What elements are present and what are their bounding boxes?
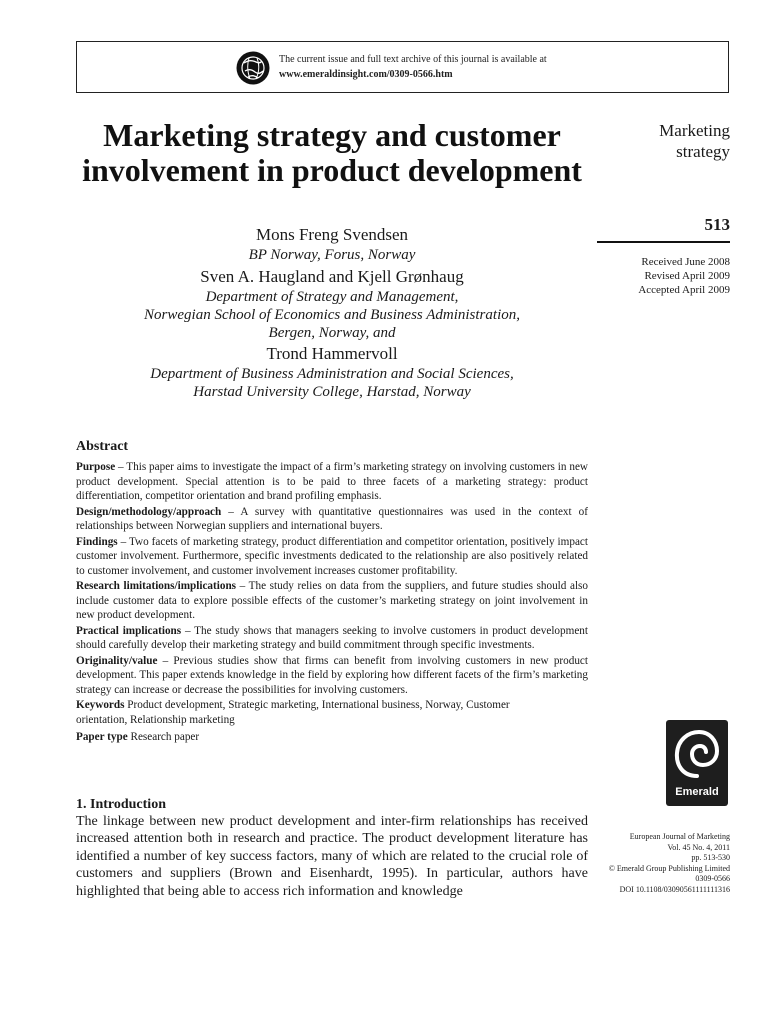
- section-label: Practical implications: [76, 624, 182, 637]
- banner-url[interactable]: www.emeraldinsight.com/0309-0566.htm: [279, 69, 453, 80]
- abstract-purpose: [76, 460, 588, 504]
- author-name: Trond Hammervoll: [266, 344, 398, 363]
- section-text: – Two facets of marketing strategy, product differentiation and competitor orientation, positively impact customer involvement. Furthermore, specific investments dedicated to the relationship are also positively related to customer involvement, and customer involvement increases customer profitability.: [76, 535, 588, 577]
- abstract-paper-type: [76, 730, 588, 745]
- section-label: Design/methodology/approach: [76, 505, 222, 518]
- globe-icon: [236, 51, 270, 85]
- abstract-limitations: [76, 579, 588, 623]
- journal-info-line: 0309-0566: [695, 874, 730, 883]
- introduction: [76, 796, 588, 900]
- emerald-swirl-icon: [672, 726, 722, 782]
- author-affiliation: Department of Business Administration and Social Sciences,: [150, 366, 514, 382]
- author-affiliation: Norwegian School of Economics and Business Administration,: [144, 307, 520, 323]
- date-line: Accepted April 2009: [638, 284, 730, 296]
- author-name: Sven A. Haugland and Kjell Grønhaug: [200, 267, 464, 286]
- running-title-line: Marketing: [659, 121, 730, 140]
- abstract-practical: [76, 624, 588, 653]
- section-text: – This paper aims to investigate the impact of a firm’s marketing strategy on involving customers in new product development. Special attention is to be paid to three facets of a marketing strategy: product differentiation, competitor orientation and brand profiling emphasis.: [76, 461, 588, 502]
- page-number: 513: [704, 215, 730, 234]
- running-title-line: strategy: [676, 142, 730, 161]
- journal-info-line: pp. 513-530: [691, 853, 730, 862]
- banner-text: [279, 52, 547, 82]
- section-label: Keywords: [76, 699, 125, 711]
- section-text: Research paper: [127, 731, 200, 743]
- abstract-keywords: [76, 698, 516, 727]
- author-affiliation: BP Norway, Forus, Norway: [248, 247, 416, 263]
- author-block: [76, 224, 588, 401]
- journal-info-line: European Journal of Marketing: [629, 832, 730, 841]
- section-label: Research limitations/implications: [76, 580, 237, 592]
- journal-info-line: DOI 10.1108/03090561111111316: [619, 884, 730, 894]
- section-text: – The study shows that managers seeking to involve customers in product development should carefully develop their marketing strategy and build commitment through specific investments.: [76, 624, 588, 651]
- journal-banner: [76, 41, 729, 93]
- date-line: Received June 2008: [641, 256, 730, 268]
- abstract-originality: [76, 654, 588, 698]
- section-label: Paper type: [76, 731, 128, 743]
- abstract-findings: [76, 535, 588, 579]
- author-affiliation: Department of Strategy and Management,: [205, 289, 459, 305]
- author-affiliation: Harstad University College, Harstad, Norway: [193, 384, 471, 400]
- section-text: – The study relies on data from the suppliers, and future studies should also include customer data to explore possible effects of the customer’s marketing strategy on joint involvement in new product development.: [76, 580, 589, 621]
- section-label: Originality/value: [76, 654, 158, 667]
- abstract-heading: Abstract: [76, 439, 129, 454]
- abstract: [76, 438, 588, 746]
- article-title: Marketing strategy and customer involvement in product development: [82, 117, 582, 188]
- logo-text: Emerald: [675, 786, 719, 798]
- intro-paragraph: The linkage between new product development and inter-firm relationships has received increased attention both in research and practice. The product development literature has identified a number of key success factors, many of which are related to the crucial role of customers and suppliers (Brown and Eisenhardt, 1995). In particular, authors have highlighted that being able to access rich information and knowledge: [76, 814, 588, 899]
- abstract-design: [76, 505, 588, 534]
- intro-heading: 1. Introduction: [76, 797, 166, 812]
- author-name: Mons Freng Svendsen: [255, 225, 409, 244]
- divider: [597, 241, 730, 243]
- section-label: Findings: [76, 535, 118, 548]
- author-affiliation: Bergen, Norway, and: [268, 325, 396, 341]
- journal-info-line: Vol. 45 No. 4, 2011: [667, 842, 730, 852]
- running-title: [600, 120, 730, 162]
- section-text: – A survey with quantitative questionnaires was used in the context of relationships between Norwegian suppliers and international buyers.: [76, 505, 588, 532]
- emerald-logo: [666, 720, 728, 806]
- section-text: – Previous studies show that firms can benefit from involving customers in new product development. This paper extends knowledge in the field by exploring how different facets of the firm’s marketing strategy can increase or decrease the possibilities for involving customers.: [76, 654, 588, 696]
- section-label: Purpose: [76, 461, 116, 473]
- journal-info-line: © Emerald Group Publishing Limited: [608, 863, 730, 873]
- banner-line: The current issue and full text archive of this journal is available at: [279, 54, 547, 65]
- section-text: Product development, Strategic marketing, International business, Norway, Customer orientation, Relationship marketing: [76, 699, 510, 726]
- submission-dates: [600, 255, 730, 297]
- date-line: Revised April 2009: [644, 270, 730, 282]
- journal-info: [590, 832, 730, 895]
